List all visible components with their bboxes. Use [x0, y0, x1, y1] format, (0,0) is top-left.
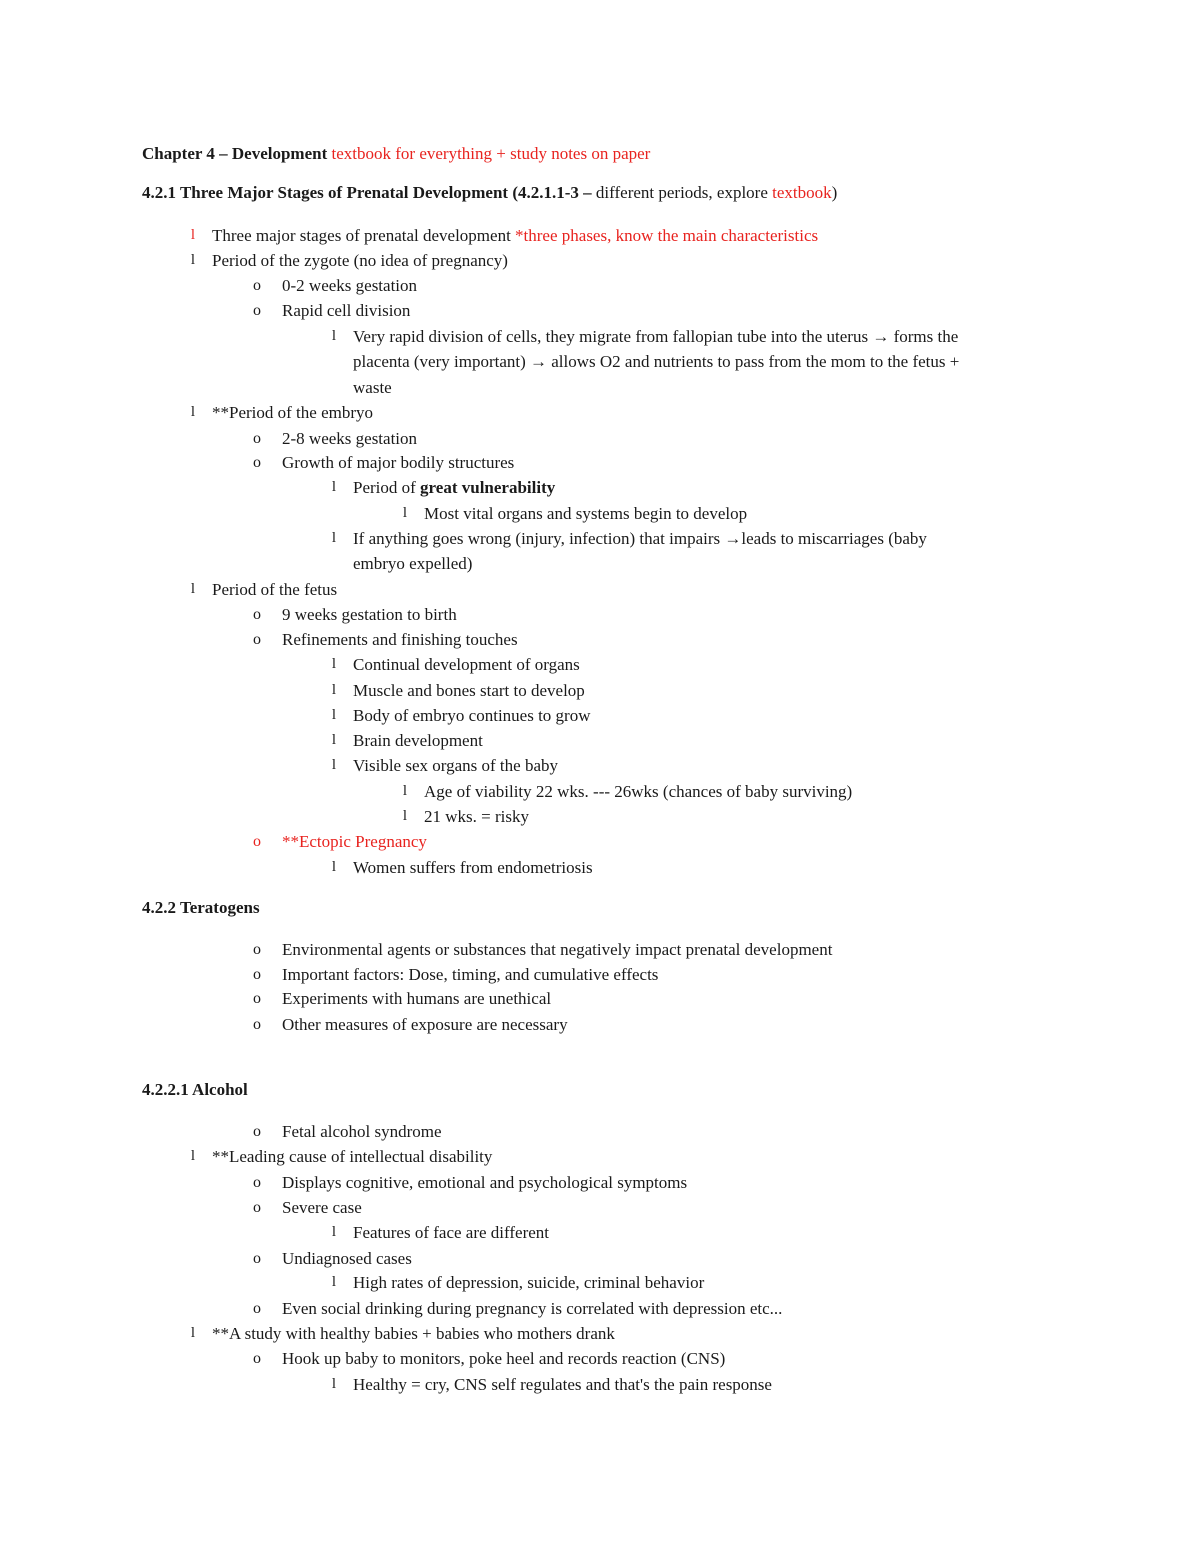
- list-item: [331, 1372, 772, 1397]
- chapter-heading: [142, 143, 650, 165]
- list-item: [190, 1321, 615, 1346]
- list-item-text: **Ectopic Pregnancy: [282, 832, 427, 851]
- bullet-marker: l: [331, 530, 337, 546]
- bullet-marker: o: [253, 1250, 261, 1267]
- bullet-marker: o: [253, 966, 261, 983]
- bullet-marker: l: [331, 479, 337, 495]
- list-item-continuation: embryo expelled): [353, 554, 473, 573]
- bullet-marker: l: [190, 1148, 196, 1164]
- list-item-text: 9 weeks gestation to birth: [282, 605, 457, 624]
- chapter-note: textbook for everything + study notes on paper: [331, 144, 651, 163]
- list-item-text: Women suffers from endometriosis: [353, 858, 593, 877]
- list-item-text: Period of: [353, 478, 421, 497]
- list-item: [253, 1346, 726, 1371]
- list-item-text: Displays cognitive, emotional and psychological symptoms: [282, 1173, 688, 1192]
- list-item: [253, 273, 418, 298]
- list-item-embryo: [190, 400, 373, 425]
- list-item-text: Undiagnosed cases: [282, 1249, 412, 1268]
- bullet-marker: l: [402, 783, 408, 799]
- list-item: [331, 753, 558, 778]
- list-item: [331, 678, 585, 703]
- list-item: [253, 1296, 783, 1321]
- list-item-text: Body of embryo continues to grow: [353, 706, 591, 725]
- bullet-marker: l: [190, 252, 196, 268]
- list-item-text: Important factors: Dose, timing, and cumulative effects: [282, 965, 659, 984]
- list-item: [253, 298, 411, 323]
- list-item: [253, 986, 552, 1011]
- bullet-marker: l: [402, 808, 408, 824]
- list-item: [253, 937, 833, 962]
- section-heading-4-2-1: [142, 182, 837, 204]
- list-item-text: Healthy = cry, CNS self regulates and that's the pain response: [353, 1375, 772, 1394]
- list-item: [331, 703, 591, 728]
- bullet-marker: l: [331, 328, 337, 344]
- list-item-text: Even social drinking during pregnancy is correlated with depression etc...: [282, 1299, 783, 1318]
- bullet-marker: o: [253, 631, 261, 648]
- section-heading-4-2-2: 4.2.2 Teratogens: [142, 898, 260, 917]
- bullet-marker: o: [253, 1350, 261, 1367]
- list-item: [253, 1246, 412, 1271]
- section-subtitle: different periods, explore: [591, 183, 773, 202]
- bullet-marker: l: [331, 859, 337, 875]
- list-item-text: Period of the zygote (no idea of pregnancy): [212, 251, 508, 270]
- bullet-marker: o: [253, 941, 261, 958]
- list-item: [253, 962, 659, 987]
- list-item-text: Age of viability 22 wks. --- 26wks (chances of baby surviving): [424, 782, 853, 801]
- list-item-text: Brain development: [353, 731, 483, 750]
- bullet-marker: l: [190, 1325, 196, 1341]
- list-item: [253, 602, 457, 627]
- list-item: [331, 1220, 550, 1245]
- list-item-text: Most vital organs and systems begin to develop: [424, 504, 748, 523]
- bullet-marker: o: [253, 1123, 261, 1140]
- list-item: [253, 1012, 568, 1037]
- list-item-text: Rapid cell division: [282, 301, 411, 320]
- bullet-marker: o: [253, 606, 261, 623]
- bullet-marker: l: [331, 757, 337, 773]
- list-item-text: **Period of the embryo: [212, 403, 373, 422]
- list-item-text: Visible sex organs of the baby: [353, 756, 558, 775]
- section-heading-close: ): [831, 183, 838, 202]
- list-item: [331, 652, 580, 677]
- bullet-marker: o: [253, 430, 261, 447]
- list-item: [331, 1270, 705, 1295]
- bullet-marker: l: [331, 656, 337, 672]
- list-item: [331, 855, 593, 880]
- list-item-text: Severe case: [282, 1198, 362, 1217]
- list-item-text: Very rapid division of cells, they migrate from fallopian tube into the uterus → forms the: [353, 327, 959, 346]
- list-item-text: Experiments with humans are unethical: [282, 989, 552, 1008]
- bullet-marker: l: [331, 1376, 337, 1392]
- list-item-text: Three major stages of prenatal development: [212, 226, 511, 245]
- list-item-text: 0-2 weeks gestation: [282, 276, 418, 295]
- list-item: [331, 475, 556, 500]
- bullet-marker: l: [331, 732, 337, 748]
- list-item-text: High rates of depression, suicide, criminal behavior: [353, 1273, 705, 1292]
- list-item: [253, 1170, 688, 1195]
- list-item-text: Hook up baby to monitors, poke heel and records reaction (CNS): [282, 1349, 726, 1368]
- bullet-marker: l: [331, 1274, 337, 1290]
- bullet-marker: l: [402, 505, 408, 521]
- list-item-text: 21 wks. = risky: [424, 807, 529, 826]
- section-title: 4.2.1 Three Major Stages of Prenatal Development (4.2.1.1-3 –: [142, 183, 592, 202]
- list-item-text: Refinements and finishing touches: [282, 630, 518, 649]
- bullet-marker: o: [253, 1016, 261, 1033]
- list-item-zygote: [190, 248, 508, 273]
- list-item-note: *three phases, know the main characteristics: [510, 226, 819, 245]
- list-item-emphasis: great vulnerability: [420, 478, 556, 497]
- list-item-text: Continual development of organs: [353, 655, 580, 674]
- list-item-text: Fetal alcohol syndrome: [282, 1122, 442, 1141]
- list-item-text: 2-8 weeks gestation: [282, 429, 418, 448]
- list-item-continuation: waste: [353, 378, 392, 397]
- list-item-text: Features of face are different: [353, 1223, 550, 1242]
- list-item: [253, 450, 515, 475]
- list-item: [253, 1119, 442, 1144]
- list-item-text: **A study with healthy babies + babies who mothers drank: [212, 1324, 615, 1343]
- list-item: [402, 779, 853, 804]
- section-textbook-note: textbook: [772, 183, 832, 202]
- bullet-marker: l: [190, 227, 196, 243]
- list-item-text: Other measures of exposure are necessary: [282, 1015, 568, 1034]
- list-item: [331, 324, 959, 349]
- list-item: [253, 627, 518, 652]
- list-item: [331, 728, 483, 753]
- list-item-ectopic: [253, 829, 427, 854]
- bullet-marker: o: [253, 833, 261, 850]
- bullet-marker: o: [253, 1300, 261, 1317]
- bullet-marker: l: [190, 404, 196, 420]
- list-item-text: Period of the fetus: [212, 580, 338, 599]
- list-item-fetus: [190, 577, 338, 602]
- list-item: [253, 1195, 362, 1220]
- bullet-marker: o: [253, 302, 261, 319]
- bullet-marker: o: [253, 277, 261, 294]
- list-item-text: Muscle and bones start to develop: [353, 681, 585, 700]
- chapter-title: Chapter 4 – Development: [142, 144, 328, 163]
- section-heading-4-2-2-1: 4.2.2.1 Alcohol: [142, 1080, 248, 1099]
- bullet-marker: o: [253, 1199, 261, 1216]
- list-item-stages: [190, 223, 819, 248]
- list-item-text: If anything goes wrong (injury, infection) that impairs →leads to miscarriages (baby: [353, 529, 927, 548]
- bullet-marker: o: [253, 1174, 261, 1191]
- list-item: [402, 501, 748, 526]
- bullet-marker: o: [253, 454, 261, 471]
- bullet-marker: l: [331, 1224, 337, 1240]
- list-item: [331, 526, 927, 551]
- list-item-text: Environmental agents or substances that negatively impact prenatal development: [282, 940, 833, 959]
- list-item-text: Growth of major bodily structures: [282, 453, 515, 472]
- bullet-marker: l: [190, 581, 196, 597]
- bullet-marker: l: [331, 682, 337, 698]
- bullet-marker: o: [253, 990, 261, 1007]
- list-item: [253, 426, 418, 451]
- bullet-marker: l: [331, 707, 337, 723]
- list-item-continuation: placenta (very important) → allows O2 and nutrients to pass from the mom to the fetus +: [353, 352, 960, 371]
- list-item: [190, 1144, 493, 1169]
- list-item: [402, 804, 529, 829]
- list-item-text: **Leading cause of intellectual disability: [212, 1147, 493, 1166]
